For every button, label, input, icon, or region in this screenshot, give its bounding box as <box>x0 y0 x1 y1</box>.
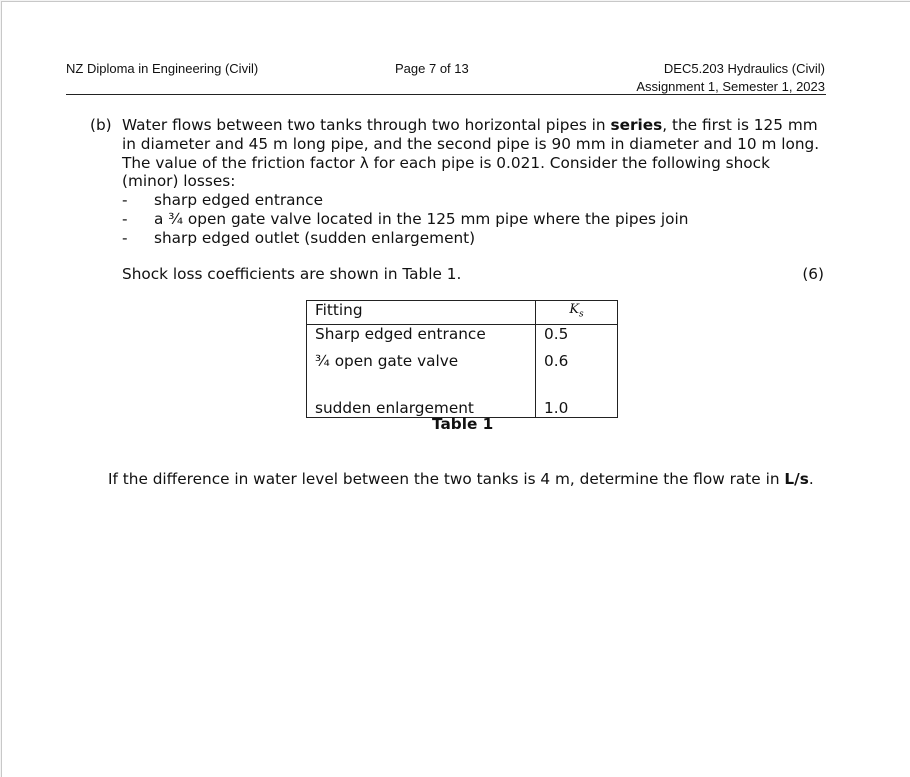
emphasis-units: L/s <box>784 470 809 488</box>
paragraph-line-1: Water flows between two tanks through two horizontal pipes in series, the first is 125 mm <box>122 116 818 134</box>
table-caption: Table 1 <box>432 415 494 433</box>
column-header-fitting: Fitting <box>307 301 536 325</box>
question-part-label: (b) <box>90 116 112 134</box>
header-assignment: Assignment 1, Semester 1, 2023 <box>636 79 825 94</box>
cell-fitting: Sharp edged entrance <box>307 324 536 343</box>
list-item <box>122 210 688 229</box>
bullet-marker: - <box>122 228 128 247</box>
header-page-number: Page 7 of 13 <box>395 61 469 76</box>
cell-k: 1.0 <box>536 380 618 418</box>
shock-loss-table <box>306 300 618 418</box>
cell-k: 0.5 <box>536 324 618 343</box>
emphasis-series: series <box>610 116 663 134</box>
document-page <box>1 1 910 777</box>
table-row <box>307 324 618 343</box>
final-question: If the difference in water level between the two tanks is 4 m, determine the flow rate in L/s. <box>108 470 814 488</box>
header-course-code: DEC5.203 Hydraulics (Civil) <box>663 61 825 76</box>
column-header-k: $K_s$ <box>536 301 618 325</box>
header-course: NZ Diploma in Engineering (Civil) <box>66 61 259 76</box>
cell-fitting: ¾ open gate valve <box>307 343 536 380</box>
list-item <box>122 229 688 248</box>
list-item-text: sharp edged outlet (sudden enlargement) <box>154 228 476 247</box>
losses-list <box>122 191 688 247</box>
shock-loss-sentence: Shock loss coefficients are shown in Table 1. <box>122 265 462 283</box>
table-row <box>307 380 618 418</box>
cell-fitting: sudden enlargement <box>307 380 536 418</box>
list-item-text: sharp edged entrance <box>154 191 323 209</box>
bullet-marker: - <box>122 209 128 228</box>
list-item <box>122 191 688 210</box>
paragraph-line-2: in diameter and 45 m long pipe, and the second pipe is 90 mm in diameter and 10 m long. <box>122 134 820 153</box>
table-row <box>307 343 618 380</box>
table-header-row <box>307 301 618 325</box>
marks-allocation: (6) <box>802 265 824 283</box>
paragraph-line-3: The value of the friction factor λ for each pipe is 0.021. Consider the following shock <box>122 153 770 172</box>
list-item-text: a ¾ open gate valve located in the 125 mm pipe where the pipes join <box>154 209 689 228</box>
header-rule <box>66 94 826 95</box>
bullet-marker: - <box>122 191 128 209</box>
paragraph-line-4: (minor) losses: <box>122 172 236 191</box>
cell-k: 0.6 <box>536 343 618 380</box>
question-paragraph <box>122 116 826 191</box>
